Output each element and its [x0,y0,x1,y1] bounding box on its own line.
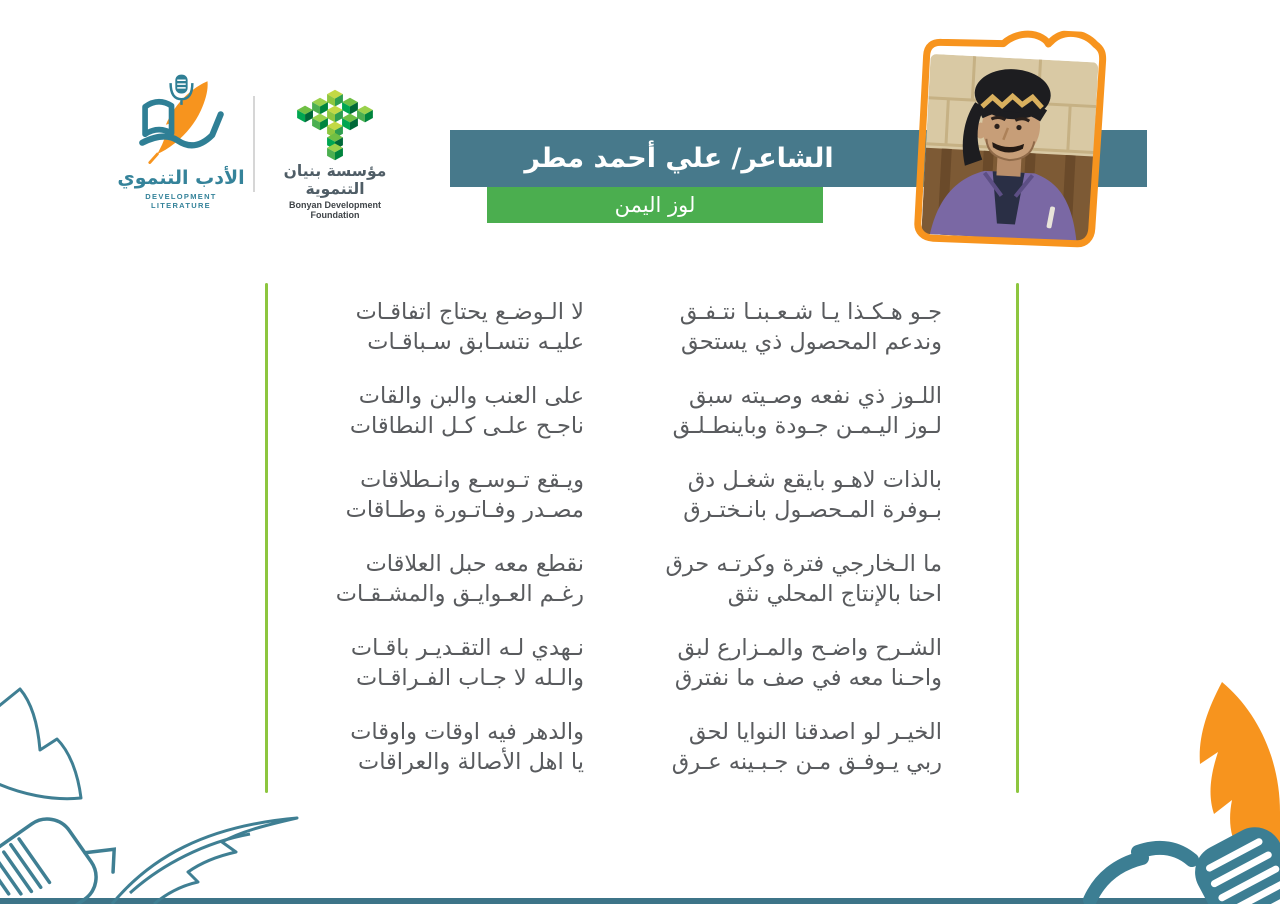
verse-line: لا الـوضـع يحتاج اتفاقـات [355,299,584,325]
logo-divider [253,96,255,192]
stanza [336,381,584,441]
development-literature-name-en: DEVELOPMENT LITERATURE [145,192,217,210]
bonyan-cubes-tree-icon [290,88,380,162]
verse-line: والـله لا جـاب الفـراقـات [355,665,584,691]
verse-line: نـهدي لـه التقـديـر باقـات [350,635,584,661]
verse-line: نقطع معه حبل العلاقات [365,551,584,577]
stanza [665,465,942,525]
microphone-outline-icon [0,794,128,904]
open-book-solid-icon [1090,848,1192,900]
poet-photo-frame [900,23,1116,269]
poet-portrait-photo [900,23,1116,269]
development-literature-name-ar: الأدب التنموي [117,167,245,189]
stanza [336,717,584,777]
poem-divider-line-left [265,283,268,793]
bonyan-foundation-logo [268,88,402,220]
verse-line: لـوز اليـمـن جـودة وباينطـلـق [672,413,942,439]
verse-line: ما الـخارجي فترة وكرتـه حرق [665,551,942,577]
verse-line: اللـوز ذي نفعه وصـيته سبق [688,383,942,409]
stanza [665,381,942,441]
verse-line: ويـقع تـوسـع وانـطلاقات [360,467,584,493]
verse-line: على العنب والبن والقات [358,383,584,409]
poem-column-second-hemistichs [336,297,584,801]
poet-name: الشاعر/ علي أحمد مطر [524,143,834,174]
stanza [665,633,942,693]
development-literature-logo [116,74,246,210]
verse-line: عليـه نتسـابق سـباقـات [367,329,584,355]
feather-outline-icon [112,818,297,904]
verse-line: بالذات لاهـو بايقع شغـل دق [687,467,942,493]
stanza [665,297,942,357]
poem-divider-line-right [1016,283,1019,793]
verse-line: والدهر فيه اوقات واوقات [350,719,584,745]
verse-line: الخيـر لو اصدقنا النوايا لحق [688,719,942,745]
verse-line: واحـنا معه في صف ما نفترق [674,665,942,691]
stanza [336,297,584,357]
verse-line: جـو هـكـذا يـا شـعـبنـا نتـفـق [679,299,942,325]
verse-line: احنا بالإنتاج المحلي نثق [727,581,942,607]
verse-line: ناجـح علـى كـل النطاقات [349,413,584,439]
stanza [336,549,584,609]
bonyan-name-en: Bonyan Development Foundation [288,200,382,220]
verse-line: الشـرح واضـح والمـزارع لبق [677,635,942,661]
verse-line: مصـدر وفـاتـورة وطـاقات [345,497,584,523]
verse-line: وندعم المحصول ذي يستحق [681,329,942,355]
verse-line: يا اهل الأصالة والعراقات [358,749,584,775]
bonyan-name-ar: مؤسسة بنيان التنموية [283,162,387,198]
stanza [665,717,942,777]
book-mic-feather-icon [129,74,233,166]
stanza [336,465,584,525]
stanza [336,633,584,693]
verse-line: ربي يـوفـق مـن جـبـينه عـرق [671,749,942,775]
verse-line: رغـم العـوايـق والمشـقـات [335,581,584,607]
verse-line: بـوفرة المـحصـول بانـختـرق [683,497,942,523]
poem-title-band: لوز اليمن [487,187,823,223]
stanza [665,549,942,609]
poem-column-first-hemistichs [665,297,942,801]
open-book-outline-icon [0,689,81,799]
